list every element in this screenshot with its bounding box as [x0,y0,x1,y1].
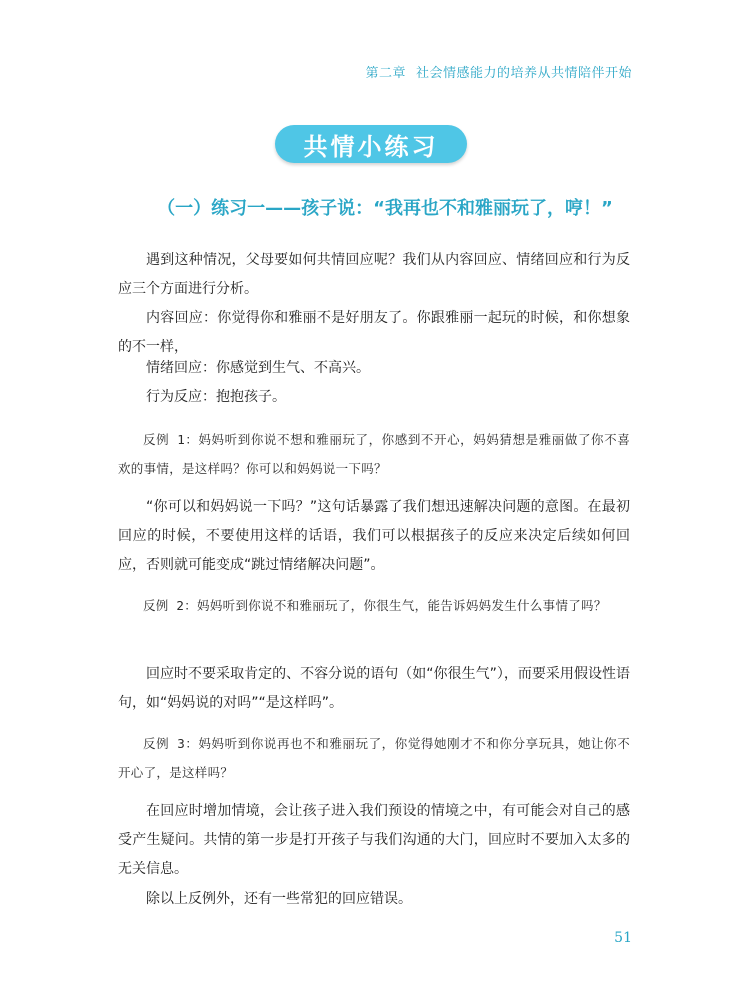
chapter-title: 社会情感能力的培养从共情陪伴开始 [415,66,632,81]
section-title: 共情小练习 [303,132,439,161]
chapter-number: 第二章 [365,66,406,81]
paragraph-analysis-1: “你可以和妈妈说一下吗？”这句话暴露了我们想迅速解决问题的意图。在最初回应的时候，不要使用这样的话语，我们可以根据孩子的反应来决定后续如何回应，否则就可能变成“跳过情绪解决问题”。 [118,499,630,573]
paragraph-analysis-2: 回应时不要采取肯定的、不容分说的语句（如“你很生气”），而要采用假设性语句，如“妈妈说的对吗”“是这样吗”。 [118,666,630,711]
paragraph-emotion-response: 情绪回应：你感觉到生气、不高兴。 [146,360,370,376]
paragraph-intro: 遇到这种情况，父母要如何共情回应呢？我们从内容回应、情绪回应和行为反应三个方面进行分析。 [118,252,630,297]
paragraph-analysis-3: 在回应时增加情境，会让孩子进入我们预设的情境之中，有可能会对自己的感受产生疑问。共情的第一步是打开孩子与我们沟通的大门，回应时不要加入太多的无关信息。 [118,803,630,877]
page-number: 51 [614,930,632,946]
counter-example-3: 反例 3：妈妈听到你说再也不和雅丽玩了，你觉得她刚才不和你分享玩具，她让你不开心了，是这样吗？ [118,736,630,780]
paragraph-content-response: 内容回应：你觉得你和雅丽不是好朋友了。你跟雅丽一起玩的时候，和你想象的不一样， [118,310,630,355]
exercise-heading: （一）练习一——孩子说：“我再也不和雅丽玩了，哼！” [157,198,613,219]
counter-example-2: 反例 2：妈妈听到你说不和雅丽玩了，你很生气，能告诉妈妈发生什么事情了吗？ [143,598,607,613]
paragraph-behavior-response: 行为反应：抱抱孩子。 [146,389,286,405]
paragraph-closing: 除以上反例外，还有一些常犯的回应错误。 [146,891,412,907]
running-header [365,62,632,81]
section-title-badge [275,125,467,163]
counter-example-1: 反例 1：妈妈听到你说不想和雅丽玩了，你感到不开心，妈妈猜想是雅丽做了你不喜欢的事情，是这样吗？你可以和妈妈说一下吗？ [118,432,630,476]
